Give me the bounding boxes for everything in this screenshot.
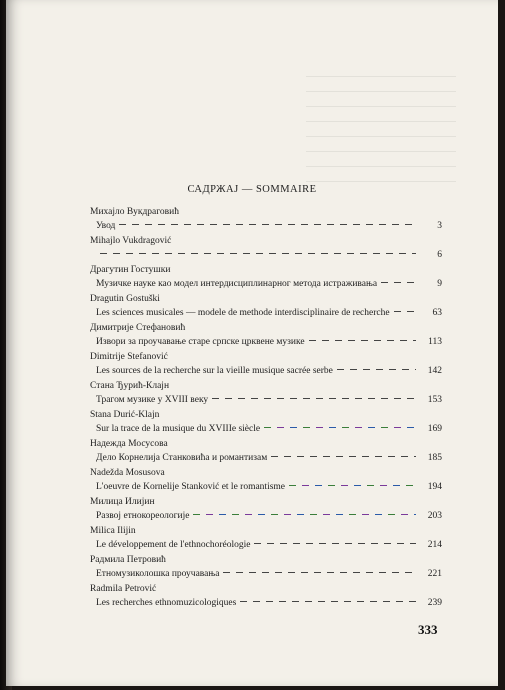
toc-title-line — [90, 567, 442, 581]
toc-entry — [90, 438, 442, 465]
dot-leader — [271, 456, 416, 457]
toc-author: Radmila Petrović — [90, 584, 157, 594]
toc-entry — [90, 351, 442, 378]
dot-leader — [100, 253, 416, 254]
toc-title: Les sciences musicales — modele de methode interdisciplinaire de recherche — [96, 308, 390, 318]
dot-leader — [381, 282, 416, 283]
toc-title: Увод — [96, 221, 116, 231]
toc-entry — [90, 409, 442, 436]
toc-title-line — [90, 509, 442, 523]
dot-leader — [264, 427, 416, 428]
toc-author: Радмила Петровић — [90, 555, 166, 565]
toc-page: 142 — [427, 366, 442, 376]
toc-entry — [90, 235, 442, 262]
toc-page: 194 — [427, 482, 442, 492]
toc-author: Mihajlo Vukdragović — [90, 236, 172, 246]
toc-title: Музичке науке као модел интердисциплинарног метода истраживања — [96, 279, 378, 289]
toc-title-line — [90, 538, 442, 552]
toc-page: 3 — [437, 221, 442, 231]
toc-title: Les sources de la recherche sur la vieille musique sacrée serbe — [96, 366, 333, 376]
toc-title: Етномузиколошка проучавања — [96, 569, 220, 579]
toc-author: Dimitrije Stefanović — [90, 352, 168, 362]
toc-title-line — [90, 277, 442, 291]
toc-title: Le développement de l'ethnochoréologie — [96, 540, 251, 550]
toc-title: Трагом музике у XVIII веку — [96, 395, 209, 405]
dot-leader — [254, 543, 416, 544]
toc-title-line — [90, 451, 442, 465]
toc-author: Nadežda Mosusova — [90, 468, 165, 478]
toc-entry — [90, 467, 442, 494]
toc-author: Milica Ilijin — [90, 526, 136, 536]
page-number: 333 — [418, 622, 438, 637]
toc-author: Стана Ђурић-Клајн — [90, 381, 170, 391]
toc-page: 169 — [427, 424, 442, 434]
toc-title-line — [90, 335, 442, 349]
toc-title: Les recherches ethnomuzicologiques — [96, 598, 237, 608]
toc-title: L'oeuvre de Kornelije Stanković et le romantisme — [96, 482, 286, 492]
toc-page: 153 — [427, 395, 442, 405]
toc-entry — [90, 525, 442, 552]
toc-page: 239 — [427, 598, 442, 608]
dot-leader — [289, 485, 416, 486]
toc-title-line — [90, 422, 442, 436]
toc-entry — [90, 583, 442, 610]
dot-leader — [119, 224, 416, 225]
toc-title-line — [90, 480, 442, 494]
toc-author: Stana Durić-Klajn — [90, 410, 160, 420]
toc-author: Милица Илијин — [90, 497, 155, 507]
toc-page: 203 — [427, 511, 442, 521]
toc-page: 214 — [427, 540, 442, 550]
toc-entry — [90, 554, 442, 581]
toc-page: 63 — [432, 308, 442, 318]
toc-entry — [90, 496, 442, 523]
toc-entry — [90, 380, 442, 407]
toc-title-line — [90, 219, 442, 233]
toc-title: Sur la trace de la musique du XVIIIe siècle — [96, 424, 261, 434]
toc-entry — [90, 206, 442, 233]
toc-page: 6 — [437, 250, 442, 260]
dot-leader — [309, 340, 416, 341]
toc-title: Развој етнокореологије — [96, 511, 190, 521]
dot-leader — [223, 572, 416, 573]
dot-leader — [240, 601, 416, 602]
toc-title-line — [90, 248, 442, 262]
toc-author: Надежда Мосусова — [90, 439, 168, 449]
toc-title: Извори за проучавање старе српске црквене музике — [96, 337, 305, 347]
toc-title-line — [90, 364, 442, 378]
toc-title-line — [90, 596, 442, 610]
toc-author: Драгутин Гостушки — [90, 265, 171, 275]
toc-entry — [90, 264, 442, 291]
toc-entry — [90, 293, 442, 320]
toc-page: 221 — [427, 569, 442, 579]
table-of-contents — [90, 204, 442, 610]
dot-leader — [193, 514, 416, 515]
dot-leader — [337, 369, 416, 370]
toc-title-line — [90, 393, 442, 407]
toc-page: 185 — [427, 453, 442, 463]
book-page — [6, 0, 498, 686]
toc-author: Михајло Вукдраговић — [90, 207, 179, 217]
toc-page: 113 — [428, 337, 442, 347]
toc-author: Dragutin Gostuški — [90, 294, 160, 304]
contents-heading: САДРЖАЈ — SOMMAIRE — [187, 184, 317, 195]
toc-entry — [90, 322, 442, 349]
toc-title: Дело Корнелија Станковића и романтизам — [96, 453, 268, 463]
toc-title-line — [90, 306, 442, 320]
dot-leader — [394, 311, 416, 312]
toc-page: 9 — [437, 279, 442, 289]
dot-leader — [212, 398, 416, 399]
bleed-through-text — [306, 70, 456, 190]
toc-author: Димитрије Стефановић — [90, 323, 186, 333]
